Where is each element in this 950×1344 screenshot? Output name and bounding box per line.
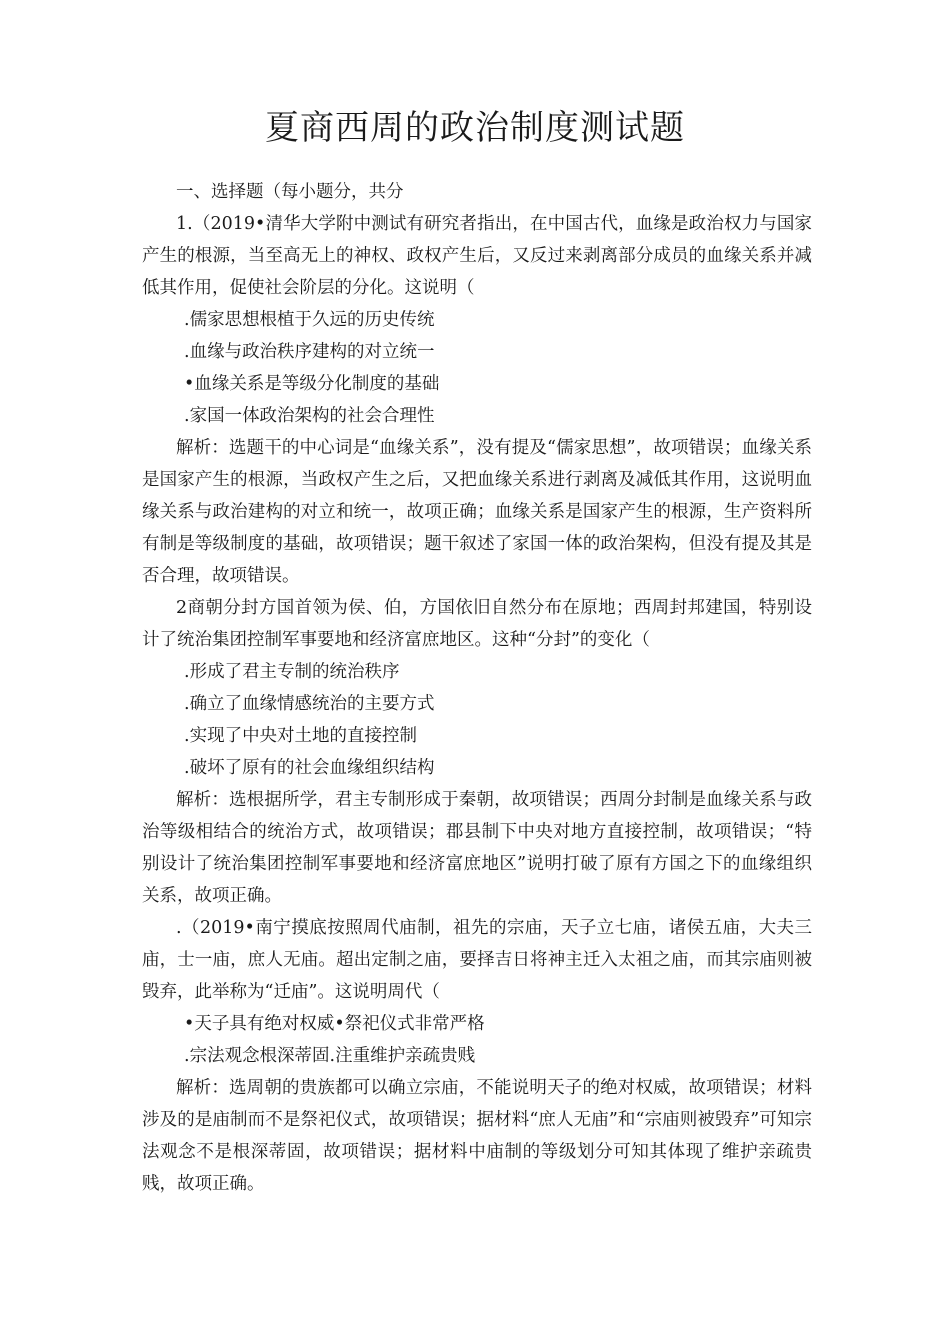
question-2-option-b: .确立了血缘情感统治的主要方式 xyxy=(184,694,435,714)
question-3-options-cd: .宗法观念根深蒂固.注重维护亲疏贵贱 xyxy=(184,1046,476,1066)
question-2-option-d: .破坏了原有的社会血缘组织结构 xyxy=(184,758,435,778)
question-1-option-a: .儒家思想根植于久远的历史传统 xyxy=(184,310,435,330)
question-2-option-a: .形成了君主专制的统治秩序 xyxy=(184,662,400,682)
question-1-analysis: 解析：选题干的中心词是“血缘关系”，没有提及“儒家思想”，故项错误；血缘关系是国家产生的根源，当政权产生之后，又把血缘关系进行剥离及减低其作用，这说明血缘关系与政治建构的对立和统一，故项正确；血缘关系是国家产生的根源，生产资料所有制是等级制度的基础，故项错误；题干叙述了家国一体的政治架构，但没有提及其是否合理，故项错误。 xyxy=(142,438,812,586)
question-2-option-c: .实现了中央对土地的直接控制 xyxy=(184,726,418,746)
question-3-options-ab: •天子具有绝对权威•祭祀仪式非常严格 xyxy=(184,1014,485,1034)
question-1-option-b: .血缘与政治秩序建构的对立统一 xyxy=(184,342,435,362)
question-1-option-d: .家国一体政治架构的社会合理性 xyxy=(184,406,435,426)
question-2-analysis: 解析：选根据所学，君主专制形成于秦朝，故项错误；西周分封制是血缘关系与政治等级相结合的统治方式，故项错误；郡县制下中央对地方直接控制，故项错误；“特别设计了统治集团控制军事要地和经济富庶地区”说明打破了原有方国之下的血缘组织关系，故项正确。 xyxy=(142,790,812,906)
section-heading: 一、选择题（每小题分，共分 xyxy=(176,182,404,202)
question-1-stem: 1.（2019•清华大学附中测试有研究者指出，在中国古代，血缘是政治权力与国家产生的根源，当至高无上的神权、政权产生后，又反过来剥离部分成员的血缘关系并减低其作用，促使社会阶层的分化。这说明（ xyxy=(142,214,812,298)
page-title: 夏商西周的政治制度测试题 xyxy=(265,108,685,148)
question-2-stem: 2商朝分封方国首领为侯、伯，方国依旧自然分布在原地；西周封邦建国，特别设计了统治集团控制军事要地和经济富庶地区。这种“分封”的变化（ xyxy=(142,598,812,650)
question-3-stem: .（2019•南宁摸底按照周代庙制，祖先的宗庙，天子立七庙，诸侯五庙，大夫三庙，士一庙，庶人无庙。超出定制之庙，要择吉日将神主迁入太祖之庙，而其宗庙则被毁弃，此举称为“迁庙”。这说明周代（ xyxy=(142,918,812,1002)
question-3-analysis: 解析：选周朝的贵族都可以确立宗庙，不能说明天子的绝对权威，故项错误；材料涉及的是庙制而不是祭祀仪式，故项错误；据材料“庶人无庙”和“宗庙则被毁弃”可知宗法观念不是根深蒂固，故项错误；据材料中庙制的等级划分可知其体现了维护亲疏贵贱，故项正确。 xyxy=(142,1078,812,1194)
question-1-option-c: •血缘关系是等级分化制度的基础 xyxy=(184,374,440,394)
document-body xyxy=(142,176,812,1200)
